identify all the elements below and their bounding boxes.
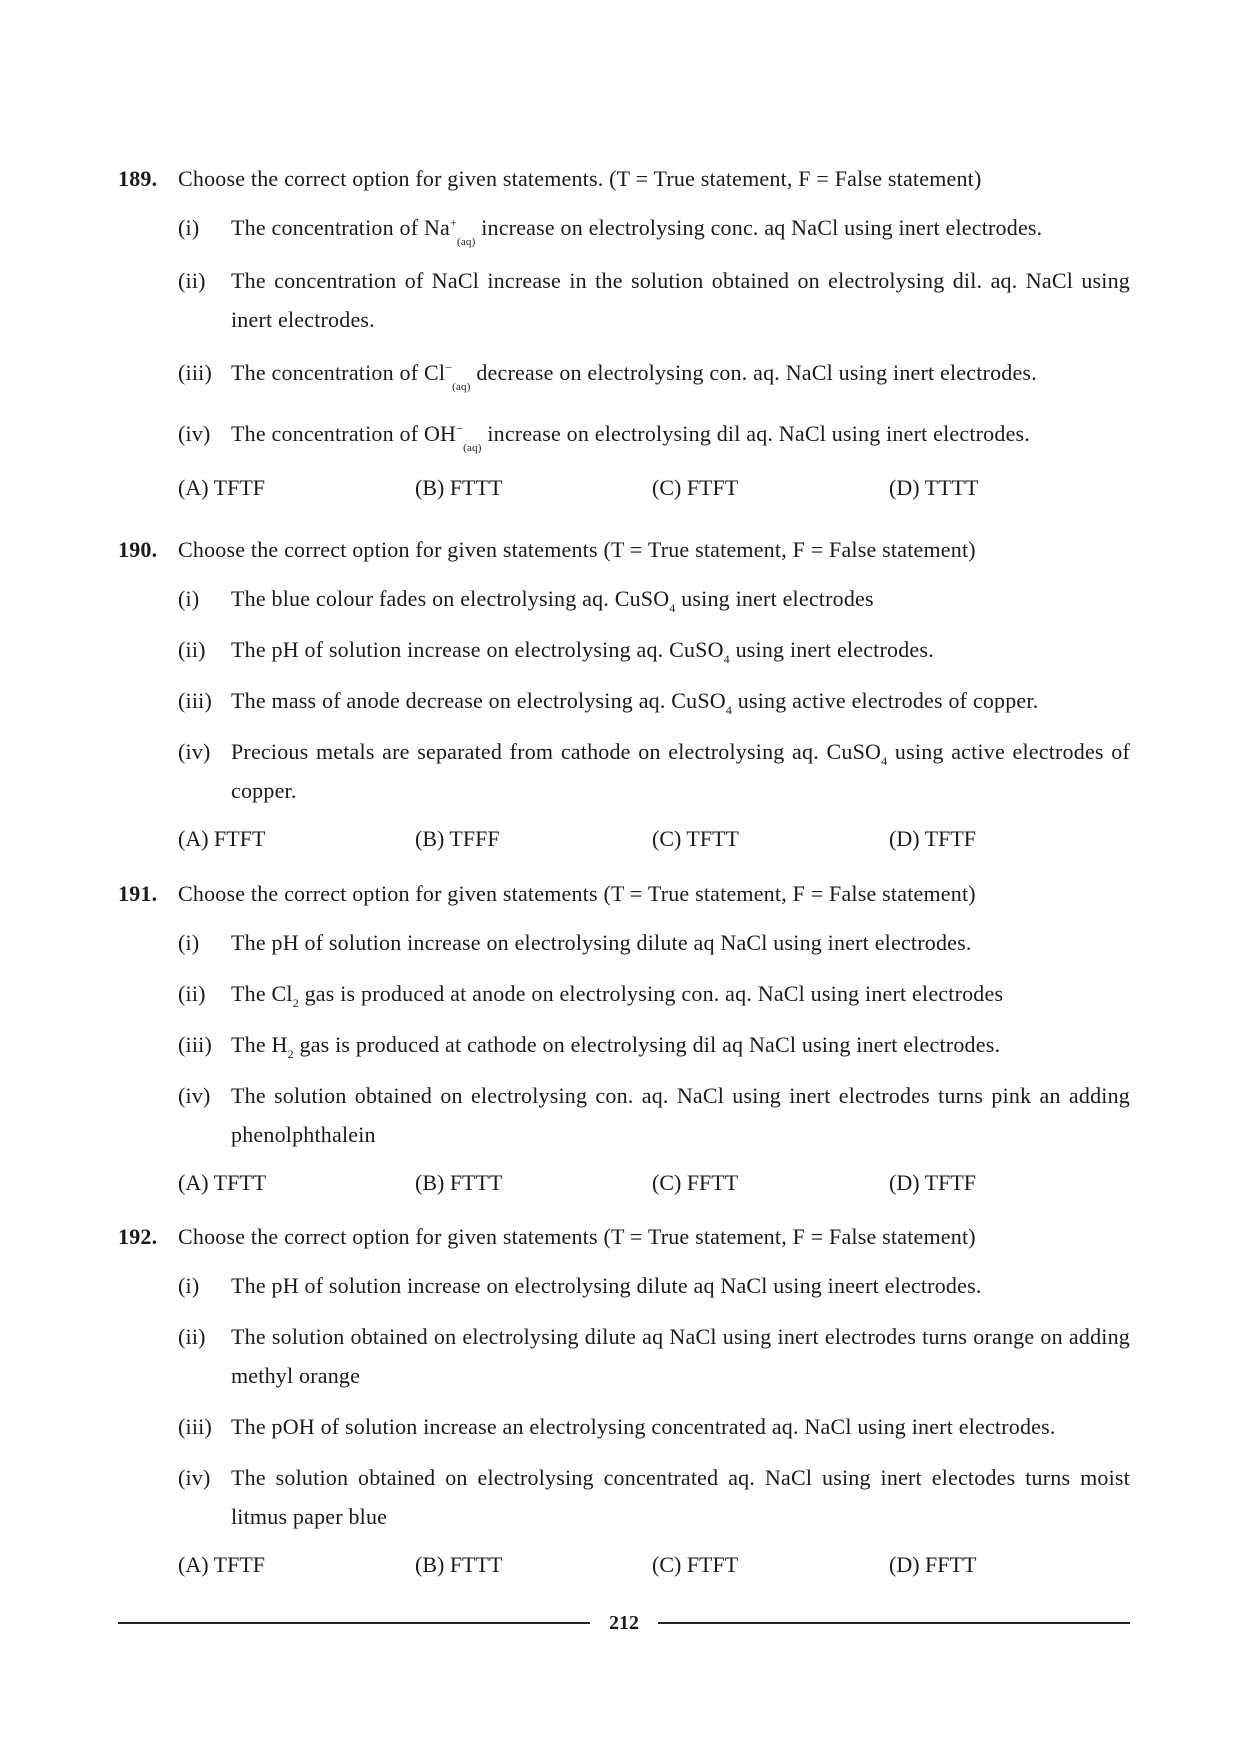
statement (178, 1458, 1130, 1536)
option-d[interactable]: (D) TFTF (889, 1170, 976, 1195)
statement (178, 1266, 1130, 1305)
answer-options (178, 1168, 1130, 1198)
answer-options (178, 824, 1130, 854)
statement-text: The $H_2$ gas is produced at cathode on electrolysing dil aq NaCl using inert electrodes. (231, 1032, 1001, 1061)
option-a[interactable]: (A) TFTT (178, 1170, 267, 1195)
statement-text: The pOH of solution increase an electrolysing concentrated aq. NaCl using inert electrodes. (231, 1414, 1056, 1439)
option-b[interactable]: (B) FTTT (415, 1170, 503, 1195)
statement (178, 732, 1130, 810)
question-stem (118, 535, 1130, 565)
statement-text: The concentration of $Cl^-_{(aq)}$ decrease on electrolysing con. aq. NaCl using inert electrodes. (231, 360, 1037, 393)
statement (178, 353, 1130, 392)
statement (178, 1076, 1130, 1154)
statement-numeral: (i) (178, 586, 200, 611)
statement (178, 208, 1130, 247)
question-191 (118, 879, 1130, 1198)
question-190 (118, 535, 1130, 854)
page-number: 212 (609, 1612, 639, 1634)
statement-text: The concentration of $OH^-_{(aq)}$ increase on electrolysing dil aq. NaCl using inert electrodes. (231, 421, 1031, 454)
option-c[interactable]: (C) TFTT (652, 826, 739, 851)
statement (178, 681, 1130, 720)
statement-numeral: (ii) (178, 268, 206, 293)
question-prompt: Choose the correct option for given statements (T = True statement, F = False statement) (178, 1224, 976, 1249)
question-number: 191. (118, 881, 158, 906)
statement-numeral: (iii) (178, 1414, 212, 1439)
statement-text: The concentration of NaCl increase in the solution obtained on electrolysing dil. aq. NaCl using inert electrodes. (231, 268, 1130, 332)
statement (178, 579, 1130, 618)
option-c[interactable]: (C) FTFT (652, 475, 739, 500)
option-b[interactable]: (B) TFFF (415, 826, 500, 851)
answer-options (178, 473, 1130, 503)
question-stem (118, 879, 1130, 909)
statement-numeral: (iii) (178, 360, 212, 385)
statement-numeral: (ii) (178, 637, 206, 662)
answer-options (178, 1550, 1130, 1580)
statement-numeral: (ii) (178, 981, 206, 1006)
option-a[interactable]: (A) FTFT (178, 826, 266, 851)
statement-text: The pH of solution increase on electrolysing dilute aq NaCl using ineert electrodes. (231, 1273, 982, 1298)
question-number: 190. (118, 537, 158, 562)
page-footer (118, 1608, 1130, 1638)
option-c[interactable]: (C) FFTT (652, 1170, 739, 1195)
statement-numeral: (iv) (178, 739, 211, 764)
option-d[interactable]: (D) TTTT (889, 475, 979, 500)
question-prompt: Choose the correct option for given statements (T = True statement, F = False statement) (178, 881, 976, 906)
statement-numeral: (i) (178, 215, 200, 240)
statement (178, 414, 1130, 453)
question-number: 192. (118, 1224, 158, 1249)
statement-numeral: (iv) (178, 421, 211, 446)
statement-numeral: (i) (178, 1273, 200, 1298)
statement-text: The pH of solution increase on electrolysing aq. CuSO$_4$ using inert electrodes. (231, 637, 934, 666)
statement-numeral: (i) (178, 930, 200, 955)
statement-numeral: (iii) (178, 688, 212, 713)
statement-text: The pH of solution increase on electrolysing dilute aq NaCl using inert electrodes. (231, 930, 972, 955)
option-a[interactable]: (A) TFTF (178, 1552, 265, 1577)
question-number: 189. (118, 166, 158, 191)
option-d[interactable]: (D) FFTT (889, 1552, 977, 1577)
statement (178, 630, 1130, 669)
statement-text: The mass of anode decrease on electrolysing aq. CuSO$_4$ using active electrodes of copper. (231, 688, 1039, 717)
option-d[interactable]: (D) TFTF (889, 826, 976, 851)
statement-numeral: (iv) (178, 1465, 211, 1490)
statement-text: The $Cl_2$ gas is produced at anode on electrolysing con. aq. NaCl using inert electrodes (231, 981, 1004, 1010)
question-stem (118, 1222, 1130, 1252)
statement-text: The solution obtained on electrolysing concentrated aq. NaCl using inert electodes turns moist litmus paper blue (231, 1465, 1130, 1529)
footer-rule-right (658, 1622, 1130, 1624)
question-stem (118, 164, 1130, 194)
statement-numeral: (iii) (178, 1032, 212, 1057)
statement (178, 923, 1130, 962)
statement-text: Precious metals are separated from cathode on electrolysing aq. CuSO$_4$ using active electrodes of copper. (231, 739, 1130, 803)
statement-text: The solution obtained on electrolysing con. aq. NaCl using inert electrodes turns pink an adding phenolphthalein (231, 1083, 1130, 1147)
statement (178, 974, 1130, 1013)
question-prompt: Choose the correct option for given statements. (T = True statement, F = False statement) (178, 166, 982, 191)
question-189 (118, 164, 1130, 503)
statement (178, 1407, 1130, 1446)
statement (178, 1025, 1130, 1064)
statement-text: The blue colour fades on electrolysing aq. CuSO$_4$ using inert electrodes (231, 586, 874, 615)
statement (178, 1317, 1130, 1395)
statement-text: The concentration of $Na^+_{(aq)}$ increase on electrolysing conc. aq NaCl using inert electrodes. (231, 215, 1043, 248)
statement-numeral: (ii) (178, 1324, 206, 1349)
option-b[interactable]: (B) FTTT (415, 1552, 503, 1577)
statement (178, 261, 1130, 339)
question-prompt: Choose the correct option for given statements (T = True statement, F = False statement) (178, 537, 976, 562)
statement-text: The solution obtained on electrolysing dilute aq NaCl using inert electrodes turns orange on adding methyl orange (231, 1324, 1130, 1388)
option-c[interactable]: (C) FTFT (652, 1552, 739, 1577)
statement-numeral: (iv) (178, 1083, 211, 1108)
question-192 (118, 1222, 1130, 1580)
option-b[interactable]: (B) FTTT (415, 475, 503, 500)
option-a[interactable]: (A) TFTF (178, 475, 265, 500)
